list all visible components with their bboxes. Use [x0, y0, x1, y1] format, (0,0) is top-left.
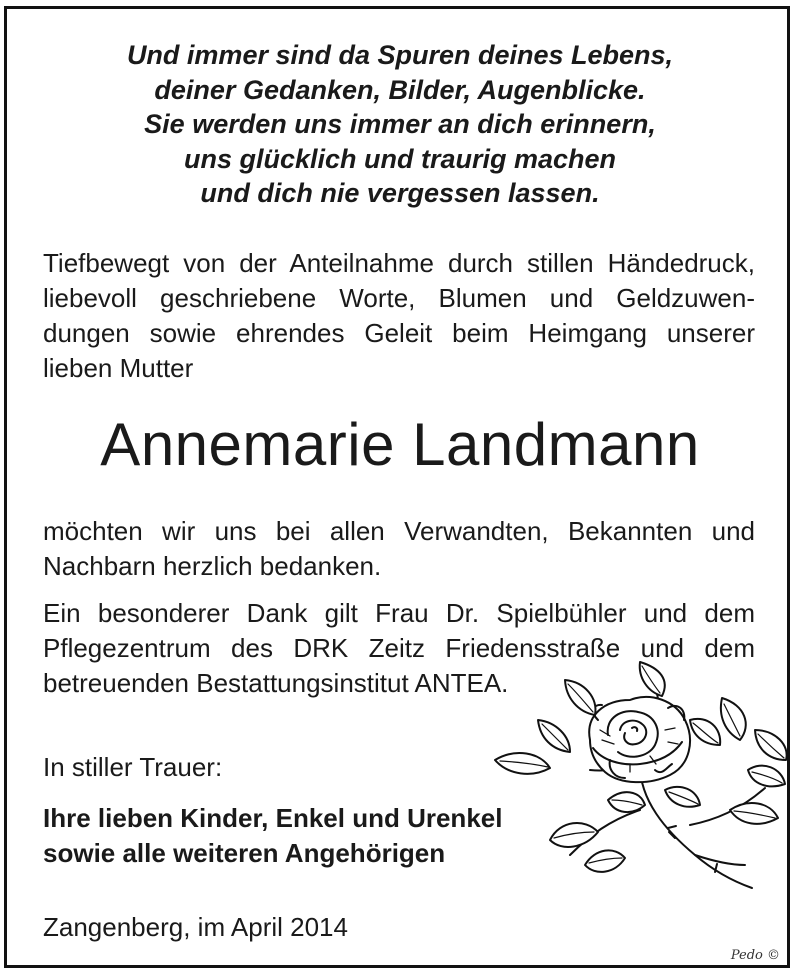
thanks-line: Nachbarn herzlich bedanken. [43, 551, 382, 581]
mourning-label: In stiller Trauer: [43, 752, 223, 782]
poem-line: uns glücklich und traurig machen [183, 143, 617, 174]
special-thanks-line: betreuenden Bestattungsinstitut ANTEA. [43, 668, 509, 698]
intro-line: Tiefbewegt von der Anteilnahme durch stillen Händedruck, [43, 248, 755, 278]
poem-line: und dich nie vergessen lassen. [200, 178, 600, 208]
thanks-paragraph [43, 514, 755, 584]
intro-line: dungen sowie ehrendes Geleit beim Heimgang unserer [43, 318, 755, 348]
poem-line: Sie werden uns immer an dich erinnern, [144, 109, 656, 139]
poem-line: Und immer sind da Spuren deines Lebens, [126, 40, 674, 70]
thanks-line: möchten wir uns bei allen Verwandten, Bekannten und [43, 516, 755, 546]
deceased-name: Annemarie Landmann [100, 411, 700, 478]
special-thanks-line: Ein besonderer Dank gilt Frau Dr. Spielbühler und dem [43, 598, 755, 628]
rose-icon [490, 660, 795, 900]
place-date: Zangenberg, im April 2014 [43, 912, 348, 942]
intro-line: liebevoll geschriebene Worte, Blumen und Geldzuwen- [43, 283, 755, 313]
intro-paragraph [43, 246, 755, 386]
mourners-line: sowie alle weiteren Angehörigen [43, 838, 446, 868]
mourners-line: Ihre lieben Kinder, Enkel und Urenkel [43, 803, 503, 833]
artist-signature: Pedo © [730, 948, 780, 963]
special-thanks-line: Pflegezentrum des DRK Zeitz Friedensstraße und dem [43, 633, 755, 663]
intro-line: lieben Mutter [43, 353, 194, 383]
memorial-poem [0, 38, 800, 211]
poem-line: deiner Gedanken, Bilder, Augenblicke. [154, 74, 646, 105]
